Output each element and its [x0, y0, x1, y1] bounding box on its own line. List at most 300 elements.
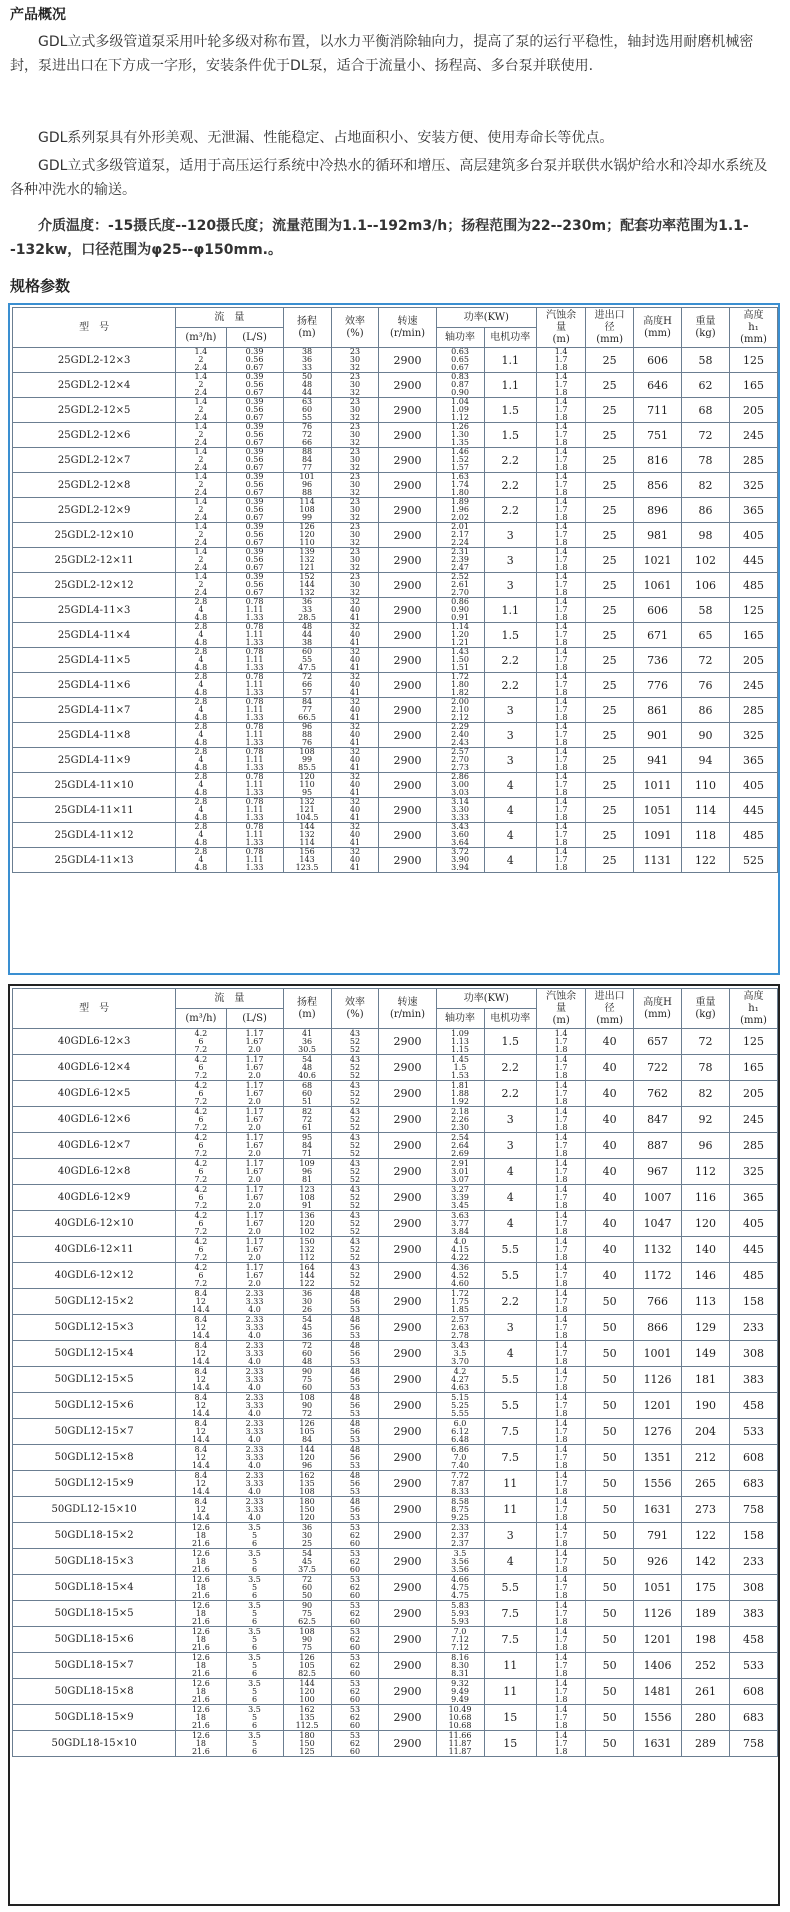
npsh-cell-value: 1.7: [554, 1478, 568, 1488]
model-cell: 40GDL6-12×5: [13, 1081, 176, 1107]
shaft-power-cell: [436, 473, 484, 498]
efficiency-cell-value: 41: [349, 713, 361, 722]
shaft-power-cell: [436, 823, 484, 848]
npsh-cell-value: 1.4: [554, 1626, 568, 1636]
flow-ls-cell: [226, 1341, 283, 1367]
speed-cell: 2900: [379, 1627, 436, 1653]
flow-ls-cell-value: 4.0: [248, 1330, 261, 1340]
efficiency-cell-value: 56: [349, 1348, 361, 1358]
efficiency-cell-value: 32: [349, 438, 361, 447]
flow-ls-cell: [226, 1081, 283, 1107]
head-cell-value: 102: [299, 1226, 315, 1236]
height-cell: 1007: [634, 1185, 682, 1211]
model-cell: 40GDL6-12×11: [13, 1237, 176, 1263]
flow-m3h-cell: [176, 1367, 226, 1393]
efficiency-cell-value: 23: [349, 522, 361, 531]
shaft-power-cell-value: 3.03: [451, 788, 469, 797]
flow-ls-cell-value: 4.0: [248, 1356, 261, 1366]
model-cell: 25GDL4-11×13: [13, 848, 176, 873]
shaft-power-cell-value: 8.33: [451, 1486, 469, 1496]
table-row: [13, 698, 778, 723]
npsh-cell: [537, 623, 586, 648]
flow-ls-cell-value: 1.11: [245, 780, 264, 789]
flow-m3h-cell-value: 1.4: [194, 347, 208, 356]
flow-ls-cell-value: 1.33: [245, 838, 264, 847]
port-diameter-cell: 25: [586, 623, 634, 648]
table-row: [13, 748, 778, 773]
head-cell-value: 48: [301, 380, 313, 389]
efficiency-cell-value: 23: [349, 497, 361, 506]
shaft-power-cell-value: 5.25: [451, 1400, 469, 1410]
npsh-cell: [537, 1341, 586, 1367]
npsh-cell-value: 1.7: [554, 780, 568, 789]
table-row: [13, 798, 778, 823]
flow-m3h-cell-value: 4.8: [194, 613, 208, 622]
flow-ls-cell: [226, 1575, 283, 1601]
port-diameter-cell: 50: [586, 1601, 634, 1627]
flow-m3h-cell: [176, 623, 226, 648]
flow-m3h-cell: [176, 698, 226, 723]
shaft-power-cell: [436, 1653, 484, 1679]
speed-cell: 2900: [379, 473, 436, 498]
npsh-cell-value: 1.4: [554, 372, 568, 381]
efficiency-cell-value: 52: [349, 1140, 361, 1150]
efficiency-cell: [331, 698, 379, 723]
flow-m3h-cell-value: 12.6: [191, 1600, 210, 1610]
head-cell-value: 121: [299, 563, 315, 572]
height-h1-cell: 445: [730, 798, 778, 823]
flow-m3h-cell-value: 4: [198, 655, 204, 664]
shaft-power-cell-value: 10.49: [448, 1704, 472, 1714]
motor-power-cell: 3: [484, 723, 537, 748]
flow-ls-cell-value: 1.33: [245, 763, 264, 772]
flow-ls-cell-value: 1.67: [245, 1062, 264, 1072]
table-row: [13, 423, 778, 448]
height-h1-cell: 233: [730, 1315, 778, 1341]
speed-cell: 2900: [379, 398, 436, 423]
flow-m3h-cell: [176, 1263, 226, 1289]
head-cell-value: 60: [301, 405, 313, 414]
flow-ls-cell: [226, 798, 283, 823]
efficiency-cell: [331, 1263, 379, 1289]
flow-m3h-cell: [176, 1575, 226, 1601]
port-diameter-cell: 50: [586, 1289, 634, 1315]
head-cell: [283, 1679, 331, 1705]
height-cell: 776: [634, 673, 682, 698]
flow-ls-cell-value: 0.67: [245, 363, 264, 372]
flow-ls-cell-value: 0.78: [245, 772, 264, 781]
flow-ls-cell-value: 0.39: [245, 497, 264, 506]
height-cell: 861: [634, 698, 682, 723]
head-cell-value: 72: [301, 430, 313, 439]
speed-cell: 2900: [379, 1107, 436, 1133]
shaft-power-cell-value: 3.84: [451, 1226, 469, 1236]
npsh-cell-value: 1.7: [554, 755, 568, 764]
shaft-power-cell-value: 10.68: [448, 1720, 472, 1730]
shaft-power-cell-value: 3.94: [451, 863, 469, 872]
model-cell: 50GDL18-15×5: [13, 1601, 176, 1627]
flow-ls-cell-value: 0.56: [245, 405, 264, 414]
head-cell-value: 72: [301, 672, 313, 681]
head-cell-value: 152: [299, 572, 315, 581]
shaft-power-cell-value: 3.14: [451, 797, 469, 806]
flow-ls-cell-value: 0.67: [245, 563, 264, 572]
flow-m3h-cell-value: 4: [198, 630, 204, 639]
head-cell: [283, 1731, 331, 1757]
head-cell: [283, 1367, 331, 1393]
port-diameter-cell: 25: [586, 798, 634, 823]
height-h1-cell: 683: [730, 1471, 778, 1497]
flow-m3h-cell-value: 12.6: [191, 1574, 210, 1584]
header-speed: [379, 308, 436, 348]
flow-ls-cell-value: 0.56: [245, 555, 264, 564]
efficiency-cell-value: 53: [349, 1548, 361, 1558]
flow-m3h-cell: [176, 1159, 226, 1185]
npsh-cell-value: 1.7: [554, 655, 568, 664]
overview-paragraph-3: [10, 154, 780, 202]
flow-ls-cell-value: 0.78: [245, 822, 264, 831]
weight-cell: 175: [682, 1575, 730, 1601]
efficiency-cell-value: 52: [349, 1270, 361, 1280]
port-diameter-cell: 40: [586, 1185, 634, 1211]
shaft-power-cell-value: 2.40: [451, 730, 469, 739]
weight-cell: 72: [682, 423, 730, 448]
height-h1-cell: 308: [730, 1341, 778, 1367]
height-cell: 896: [634, 498, 682, 523]
head-cell-value: 37.5: [298, 1564, 316, 1574]
height-cell: 1051: [634, 798, 682, 823]
shaft-power-cell-value: 0.65: [451, 355, 469, 364]
efficiency-cell-value: 52: [349, 1122, 361, 1132]
flow-ls-cell-value: 1.67: [245, 1218, 264, 1228]
motor-power-cell: 2.2: [484, 1055, 537, 1081]
model-cell: 25GDL4-11×3: [13, 598, 176, 623]
flow-m3h-cell-value: 1.4: [194, 372, 208, 381]
shaft-power-cell-value: 2.18: [451, 1106, 469, 1116]
flow-ls-cell-value: 2.0: [248, 1096, 261, 1106]
header-height-label: 高度H: [643, 315, 672, 327]
head-cell-value: 41: [301, 1028, 313, 1038]
npsh-cell-value: 1.8: [554, 1460, 568, 1470]
flow-ls-cell-value: 3.33: [245, 1504, 264, 1514]
weight-cell: 106: [682, 573, 730, 598]
head-cell: [283, 1705, 331, 1731]
flow-m3h-cell-value: 4.8: [194, 688, 208, 697]
head-cell-value: 96: [301, 1460, 313, 1470]
flow-ls-cell-value: 2.0: [248, 1278, 261, 1288]
npsh-cell-value: 1.8: [554, 563, 568, 572]
height-cell: 1001: [634, 1341, 682, 1367]
height-cell: 1021: [634, 548, 682, 573]
efficiency-cell-value: 41: [349, 813, 361, 822]
npsh-cell-value: 1.7: [554, 1530, 568, 1540]
flow-m3h-cell-value: 12.6: [191, 1548, 210, 1558]
flow-m3h-cell-value: 2: [198, 530, 204, 539]
flow-m3h-cell-value: 4.8: [194, 813, 208, 822]
shaft-power-cell-value: 2.52: [451, 572, 469, 581]
table-row: [13, 1029, 778, 1055]
flow-ls-cell-value: 3.5: [248, 1522, 261, 1532]
flow-ls-cell-value: 0.67: [245, 513, 264, 522]
table-row: [13, 448, 778, 473]
weight-cell: 112: [682, 1159, 730, 1185]
flow-m3h-cell-value: 12.6: [191, 1522, 210, 1532]
flow-ls-cell-value: 2.0: [248, 1200, 261, 1210]
npsh-cell-value: 1.7: [554, 1114, 568, 1124]
shaft-power-cell-value: 4.36: [451, 1262, 469, 1272]
shaft-power-cell-value: 3.5: [453, 1548, 467, 1558]
flow-ls-cell: [226, 398, 283, 423]
flow-m3h-cell-value: 21.6: [191, 1720, 210, 1730]
motor-power-cell: 4: [484, 1341, 537, 1367]
head-cell-value: 108: [299, 505, 315, 514]
npsh-cell: [537, 848, 586, 873]
flow-ls-cell-value: 0.78: [245, 672, 264, 681]
head-cell-value: 120: [299, 1512, 315, 1522]
efficiency-cell-value: 52: [349, 1114, 361, 1124]
height-h1-cell: 165: [730, 373, 778, 398]
shaft-power-cell-value: 1.75: [451, 1296, 469, 1306]
height-h1-cell: 158: [730, 1289, 778, 1315]
efficiency-cell-value: 56: [349, 1374, 361, 1384]
flow-m3h-cell-value: 12: [195, 1348, 206, 1358]
flow-ls-cell: [226, 1445, 283, 1471]
header-head: [283, 308, 331, 348]
efficiency-cell-value: 32: [349, 413, 361, 422]
weight-cell: 198: [682, 1627, 730, 1653]
height-h1-cell: 365: [730, 748, 778, 773]
flow-m3h-cell: [176, 723, 226, 748]
shaft-power-cell-value: 2.01: [451, 522, 469, 531]
head-cell: [283, 1601, 331, 1627]
table-row: [13, 1185, 778, 1211]
flow-ls-cell-value: 3.5: [248, 1574, 261, 1584]
motor-power-cell: 7.5: [484, 1627, 537, 1653]
flow-ls-cell-value: 1.17: [245, 1236, 264, 1246]
npsh-cell-value: 1.8: [554, 638, 568, 647]
header-height-unit: (mm): [644, 327, 671, 339]
head-cell-value: 61: [301, 1122, 313, 1132]
npsh-cell-value: 1.7: [554, 605, 568, 614]
motor-power-cell: 11: [484, 1471, 537, 1497]
height-h1-cell: 758: [730, 1731, 778, 1757]
height-cell: 967: [634, 1159, 682, 1185]
flow-ls-cell: [226, 748, 283, 773]
efficiency-cell-value: 56: [349, 1322, 361, 1332]
flow-m3h-cell: [176, 1081, 226, 1107]
shaft-power-cell: [436, 773, 484, 798]
flow-m3h-cell-value: 18: [195, 1738, 206, 1748]
shaft-power-cell-value: 4.22: [451, 1252, 469, 1262]
flow-ls-cell: [226, 823, 283, 848]
shaft-power-cell-value: 1.14: [451, 622, 469, 631]
speed-cell: 2900: [379, 823, 436, 848]
flow-m3h-cell-value: 2: [198, 480, 204, 489]
model-cell: 25GDL2-12×5: [13, 398, 176, 423]
flow-ls-cell: [226, 473, 283, 498]
header-port-label: 进出口径: [594, 309, 625, 333]
height-h1-cell: 405: [730, 1211, 778, 1237]
efficiency-cell-value: 40: [349, 830, 361, 839]
shaft-power-cell-value: 4.60: [451, 1278, 469, 1288]
head-cell-value: 62.5: [298, 1616, 316, 1626]
npsh-cell-value: 1.8: [554, 1642, 568, 1652]
efficiency-cell: [331, 423, 379, 448]
flow-m3h-cell: [176, 373, 226, 398]
flow-ls-cell-value: 0.39: [245, 472, 264, 481]
npsh-cell-value: 1.8: [554, 1252, 568, 1262]
flow-ls-cell-value: 0.67: [245, 588, 264, 597]
shaft-power-cell-value: 1.20: [451, 630, 469, 639]
flow-m3h-cell-value: 4: [198, 780, 204, 789]
shaft-power-cell: [436, 1263, 484, 1289]
efficiency-cell-value: 23: [349, 547, 361, 556]
flow-m3h-cell-value: 7.2: [194, 1226, 208, 1236]
flow-m3h-cell-value: 21.6: [191, 1642, 210, 1652]
height-h1-cell: 458: [730, 1627, 778, 1653]
efficiency-cell: [331, 523, 379, 548]
head-cell-value: 75: [301, 1374, 313, 1384]
npsh-cell-value: 1.4: [554, 672, 568, 681]
table-row: [13, 598, 778, 623]
head-cell-value: 132: [299, 797, 315, 806]
model-cell: 25GDL4-11×4: [13, 623, 176, 648]
shaft-power-cell: [436, 348, 484, 373]
efficiency-cell-value: 43: [349, 1158, 361, 1168]
flow-ls-cell: [226, 1601, 283, 1627]
flow-m3h-cell-value: 4: [198, 755, 204, 764]
head-cell: [283, 548, 331, 573]
motor-power-cell: 15: [484, 1705, 537, 1731]
efficiency-cell-value: 32: [349, 622, 361, 631]
shaft-power-cell-value: 0.86: [451, 597, 469, 606]
flow-ls-cell-value: 3.5: [248, 1730, 261, 1740]
head-cell-value: 99: [301, 513, 313, 522]
shaft-power-cell-value: 0.90: [451, 388, 469, 397]
flow-m3h-cell-value: 12: [195, 1322, 206, 1332]
header-h1: [730, 989, 778, 1029]
port-diameter-cell: 50: [586, 1731, 634, 1757]
shaft-power-cell-value: 7.40: [451, 1460, 469, 1470]
height-cell: 1201: [634, 1627, 682, 1653]
shaft-power-cell-value: 1.85: [451, 1304, 469, 1314]
head-cell-value: 88: [301, 447, 313, 456]
flow-ls-cell-value: 0.78: [245, 747, 264, 756]
efficiency-cell-value: 41: [349, 838, 361, 847]
efficiency-cell-value: 52: [349, 1166, 361, 1176]
head-cell: [283, 1185, 331, 1211]
shaft-power-cell: [436, 1133, 484, 1159]
model-cell: 25GDL4-11×5: [13, 648, 176, 673]
speed-cell: 2900: [379, 1705, 436, 1731]
head-cell-value: 150: [299, 1236, 315, 1246]
flow-m3h-cell: [176, 1393, 226, 1419]
motor-power-cell: 5.5: [484, 1263, 537, 1289]
efficiency-cell-value: 52: [349, 1192, 361, 1202]
flow-ls-cell-value: 2.0: [248, 1122, 261, 1132]
flow-m3h-cell-value: 2.8: [194, 847, 208, 856]
model-cell: 25GDL2-12×10: [13, 523, 176, 548]
efficiency-cell: [331, 723, 379, 748]
motor-power-cell: 4: [484, 1211, 537, 1237]
flow-ls-cell-value: 0.56: [245, 455, 264, 464]
shaft-power-cell-value: 6.12: [451, 1426, 469, 1436]
npsh-cell-value: 1.4: [554, 447, 568, 456]
npsh-cell-value: 1.4: [554, 597, 568, 606]
flow-m3h-cell-value: 12: [195, 1478, 206, 1488]
efficiency-cell-value: 23: [349, 397, 361, 406]
shaft-power-cell: [436, 1029, 484, 1055]
efficiency-cell-value: 52: [349, 1096, 361, 1106]
flow-m3h-cell-value: 14.4: [191, 1382, 210, 1392]
flow-m3h-cell-value: 2.4: [194, 563, 208, 572]
shaft-power-cell-value: 1.63: [451, 472, 469, 481]
npsh-cell-value: 1.4: [554, 1548, 568, 1558]
npsh-cell-value: 1.8: [554, 813, 568, 822]
efficiency-cell-value: 43: [349, 1132, 361, 1142]
paragraph-4-text: 介质温度：-15摄氏度--120摄氏度；流量范围为1.1--192m3/h；扬程范围为22--230m；配套功率范围为1.1--132kw，口径范围为φ25--φ150mm.。: [10, 218, 749, 258]
efficiency-cell: [331, 1133, 379, 1159]
efficiency-cell-value: 43: [349, 1236, 361, 1246]
flow-ls-cell-value: 1.11: [245, 705, 264, 714]
flow-m3h-cell-value: 2.8: [194, 622, 208, 631]
npsh-cell: [537, 648, 586, 673]
shaft-power-cell-value: 3.64: [451, 838, 469, 847]
npsh-cell-value: 1.8: [554, 1278, 568, 1288]
efficiency-cell-value: 60: [349, 1720, 361, 1730]
efficiency-cell: [331, 1575, 379, 1601]
flow-ls-cell-value: 6: [251, 1590, 258, 1600]
efficiency-cell-value: 48: [349, 1340, 361, 1350]
efficiency-cell-value: 41: [349, 788, 361, 797]
npsh-cell: [537, 748, 586, 773]
head-cell-value: 132: [299, 1244, 315, 1254]
height-h1-cell: 165: [730, 623, 778, 648]
flow-m3h-cell-value: 2.4: [194, 388, 208, 397]
efficiency-cell: [331, 798, 379, 823]
head-cell-value: 144: [299, 1678, 315, 1688]
efficiency-cell-value: 62: [349, 1582, 361, 1592]
head-cell-value: 88: [301, 488, 313, 497]
shaft-power-cell-value: 1.80: [451, 488, 469, 497]
efficiency-cell-value: 32: [349, 722, 361, 731]
flow-ls-cell: [226, 1393, 283, 1419]
flow-ls-cell-value: 3.33: [245, 1374, 264, 1384]
shaft-power-cell-value: 3.30: [451, 805, 469, 814]
head-cell-value: 66: [301, 438, 313, 447]
head-cell-value: 48: [301, 1062, 313, 1072]
efficiency-cell: [331, 823, 379, 848]
shaft-power-cell-value: 2.43: [451, 738, 469, 747]
model-cell: 40GDL6-12×8: [13, 1159, 176, 1185]
efficiency-cell-value: 30: [349, 555, 361, 564]
flow-ls-cell-value: 0.78: [245, 597, 264, 606]
head-cell-value: 110: [299, 538, 315, 547]
efficiency-cell-value: 48: [349, 1470, 361, 1480]
npsh-cell-value: 1.8: [554, 1044, 568, 1054]
flow-m3h-cell-value: 1.4: [194, 397, 208, 406]
head-cell-value: 156: [299, 847, 315, 856]
shaft-power-cell-value: 9.49: [451, 1694, 469, 1704]
height-cell: 1406: [634, 1653, 682, 1679]
head-cell: [283, 1107, 331, 1133]
flow-m3h-cell: [176, 598, 226, 623]
port-diameter-cell: 50: [586, 1549, 634, 1575]
port-diameter-cell: 25: [586, 373, 634, 398]
port-diameter-cell: 50: [586, 1367, 634, 1393]
efficiency-cell-value: 53: [349, 1434, 361, 1444]
npsh-cell-value: 1.8: [554, 1590, 568, 1600]
